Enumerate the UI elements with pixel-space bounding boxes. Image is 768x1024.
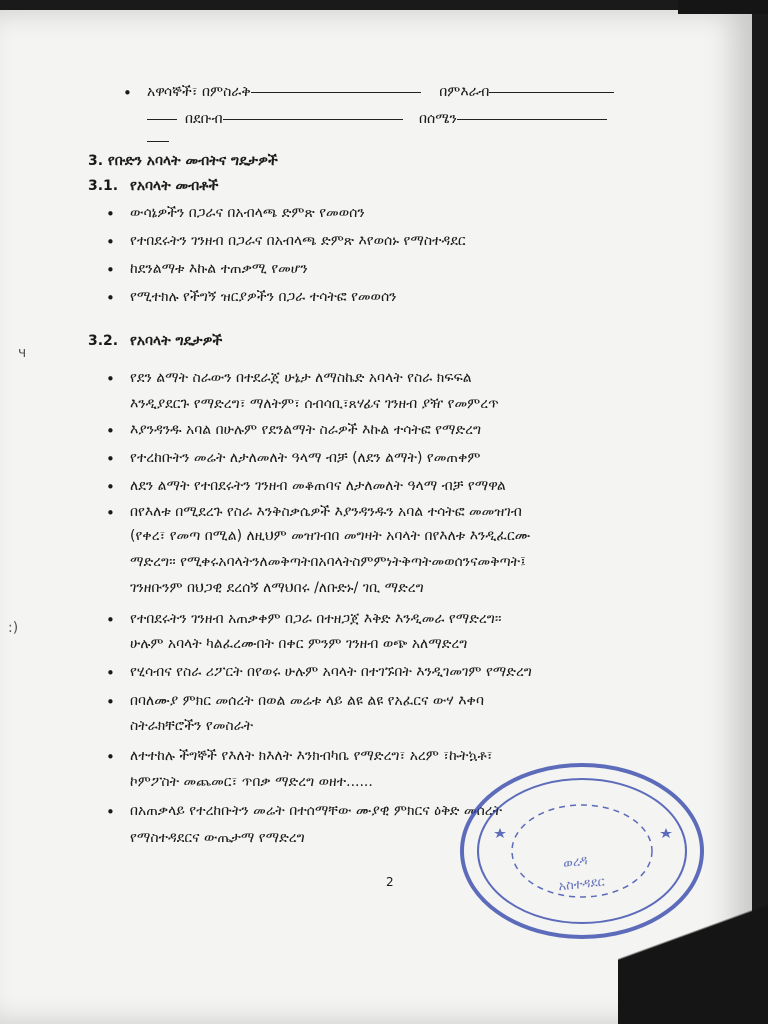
duty-text-continuation: ገንዘቡንም በህጋዊ ደረሰኝ ለማህበሩ /ለቡድኑ/ ገቢ ማድረግ [130, 580, 424, 596]
field-label-south: በደቡብ [185, 111, 223, 127]
duty-text-continuation: ኮምፖስት መጨመር፣ ጥበቃ ማድረግ ወዘተ...... [130, 774, 373, 790]
duty-item: • ለተተከሉ ችግኞች የእለት ክእለት እንክብካቤ የማድረግ፣ አረም ፣ኩትኳቶ፣ [130, 748, 492, 764]
rights-item: • የተበደሩትን ገንዘብ በጋራና በአብላጫ ድምጽ እየወሰኑ የማስተዳደር [130, 233, 466, 249]
duty-text-continuation: ማድረግ፡፡ የሚቀሩአባላትንለመቅጣትበአባላትስምምነትቅጣትመወሰንናመቅጣት፤ [130, 554, 526, 570]
duty-text: • የደን ልማት ስራውን በተደራጀ ሁኔታ ለማስኬድ አባላት የስራ ክፍፍል [130, 370, 472, 386]
boundaries-line-3 [147, 133, 169, 149]
subsection-3-1-number: 3.1. [88, 178, 119, 194]
subsection-3-1-title: የአባላት መብቶች [130, 178, 219, 194]
duty-text-continuation: ስትራክቸሮችን የመስራት [130, 718, 254, 734]
field-label-north: በሰሜን [419, 111, 457, 127]
duty-item: • በባለሙያ ምክር መሰረት በወል መሬቱ ላይ ልዩ ልዩ የአፈርና ውሃ እቀባ [130, 693, 484, 709]
official-stamp [456, 758, 708, 944]
field-label-west: በምእራብ [439, 84, 490, 100]
field-label-east: አዋሳኞች፣ በምስራቅ [147, 84, 251, 100]
duty-text-continuation: እንዲያደርጉ የማድረግ፣ ማለትም፣ ሰብሳቢ፣ጸሃፊና ገንዘብ ያዥ የመምረጥ [130, 396, 499, 412]
rights-item: • የሚተክሉ የችግኝ ዝርያዎችን በጋራ ተሳትፎ የመወሰን [130, 289, 397, 305]
duty-item: • የተበደሩትን ገንዘብ አጠቃቀም በጋራ በተዘጋጀ እቅድ እንዲመራ የማድረግ፡፡ [130, 611, 501, 627]
duty-item: • የሂሳብና የስራ ሪፖርት በየወሩ ሁሉም አባላት በተገኙበት እንዲገመገም የማድረግ [130, 664, 532, 680]
blank-line [147, 140, 169, 142]
blank-line [251, 91, 421, 93]
subsection-3-2-title: የአባላት ግዴታዎች [130, 333, 223, 349]
duty-text-continuation: የማስተዳደርና ውጤታማ የማድረግ [130, 830, 305, 846]
svg-text:ወረዳ: ወረዳ [561, 853, 589, 873]
subsection-3-2-number: 3.2. [88, 333, 119, 349]
duty-item [130, 370, 660, 386]
blank-line [147, 118, 177, 120]
boundaries-line-1 [147, 84, 614, 100]
margin-mark: :) [8, 620, 19, 636]
blank-line [489, 91, 614, 93]
duty-item: • ለደን ልማት የተበደሩትን ገንዘብ መቆጠባና ለታለመለት ዓላማ ብቻ የማዋል [130, 478, 506, 494]
blank-line [223, 118, 403, 120]
duty-item: • የተረከቡትን መሬት ለታለመለት ዓላማ ብቻ (ለደን ልማት) የመጠቀም [130, 450, 481, 466]
duty-item: • በየእለቱ በሚደረጉ የስራ እንቅስቃሴዎች እያንዳንዱን አባል ተሳትፎ መመዝገብ [130, 504, 522, 520]
duty-text-continuation: (የቀረ፣ የመጣ በሚል) ለዚህም መዝገብበ መግዛት አባላት በየእለቱ እንዲፈርሙ [130, 528, 531, 544]
margin-mark: ч [18, 345, 27, 361]
duty-text-continuation: ሁሉም አባላት ካልፈረሙበት በቀር ምንም ገንዘብ ወጭ አለማድረግ [130, 636, 468, 652]
rights-item: • ከደንልማቱ እኩል ተጠቃሚ የመሆን [130, 261, 308, 277]
section-3-title: 3. የቡድን አባላት መብትና ግዴታዎች [88, 153, 278, 169]
duty-item: • እያንዳንዱ አባል በሁሉም የደንልማት ስራዎች እኩል ተሳትፎ የማድረግ [130, 422, 481, 438]
rights-item: • ውሳኔዎችን በጋራና በአብላጫ ድምጽ የመወሰን [130, 205, 365, 221]
svg-text:አስተዳደር: አስተዳደር [557, 874, 606, 895]
page-number: 2 [386, 875, 394, 889]
boundaries-line-2 [147, 111, 607, 127]
duty-item: • በአጠቃላይ የተረከቡትን መሬት በተሰማቸው ሙያዊ ምክርና ዕቅድ መሰረት [130, 803, 502, 819]
blank-line [457, 118, 607, 120]
